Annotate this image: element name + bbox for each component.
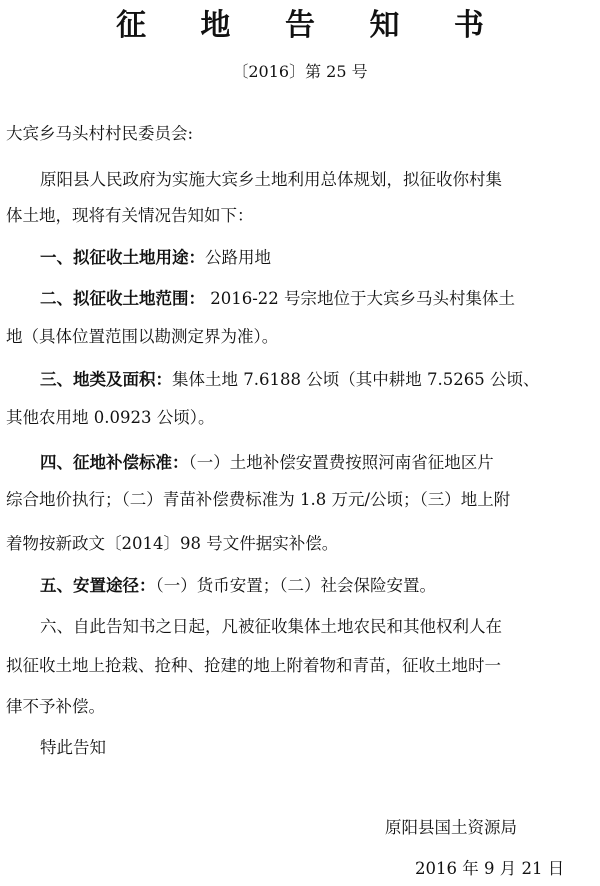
intro-line-2: 体土地，现将有关情况告知如下： <box>6 206 254 225</box>
section-4-line-2: 综合地价执行；（二）青苗补偿费标准为 1.8 万元/公顷；（三）地上附 <box>6 490 511 509</box>
section-4-text: （一）土地补偿安置费按照河南省征地区片 <box>188 453 494 472</box>
section-3 <box>6 370 594 390</box>
intro-line-1: 原阳县人民政府为实施大宾乡土地利用总体规划，拟征收你村集 <box>40 170 502 189</box>
section-6-line-1: 六、自此告知书之日起，凡被征收集体土地农民和其他权利人在 <box>40 617 502 636</box>
section-5 <box>6 576 594 596</box>
issue-date: 2016 年 9 月 21 日 <box>415 859 565 878</box>
section-1 <box>6 248 594 268</box>
section-5-text: （一）货币安置；（二）社会保险安置。 <box>155 576 436 595</box>
section-5-heading: 五、安置途径： <box>40 576 156 595</box>
section-2-heading: 二、拟征收土地范围： <box>40 289 205 308</box>
issuer-name: 原阳县国土资源局 <box>385 818 517 837</box>
closing-remark: 特此告知 <box>40 738 106 757</box>
section-3-text: 集体土地 7.6188 公顷（其中耕地 7.5265 公顷、 <box>172 370 540 389</box>
section-1-heading: 一、拟征收土地用途： <box>40 248 205 267</box>
section-6-line-3: 律不予补偿。 <box>6 697 105 716</box>
section-4-heading: 四、征地补偿标准： <box>40 453 189 472</box>
section-4-line-3: 着物按新政文〔2014〕98 号文件据实补偿。 <box>6 534 339 553</box>
section-3-heading: 三、地类及面积： <box>40 370 172 389</box>
section-2-text: 2016-22 号宗地位于大宾乡马头村集体土 <box>205 289 516 308</box>
section-4 <box>6 453 594 473</box>
section-2-line-2: 地（具体位置范围以勘测定界为准）。 <box>6 327 279 346</box>
document-title: 征 地 告 知 书 <box>116 8 506 43</box>
addressee: 大宾乡马头村村民委员会: <box>6 124 194 143</box>
section-1-text: 公路用地 <box>205 248 271 267</box>
section-3-line-2: 其他农用地 0.0923 公顷）。 <box>6 408 215 427</box>
document-number: 〔2016〕第 25 号 <box>232 62 368 81</box>
section-2 <box>6 289 594 309</box>
section-6-line-2: 拟征收土地上抢栽、抢种、抢建的地上附着物和青苗，征收土地时一 <box>6 656 501 675</box>
